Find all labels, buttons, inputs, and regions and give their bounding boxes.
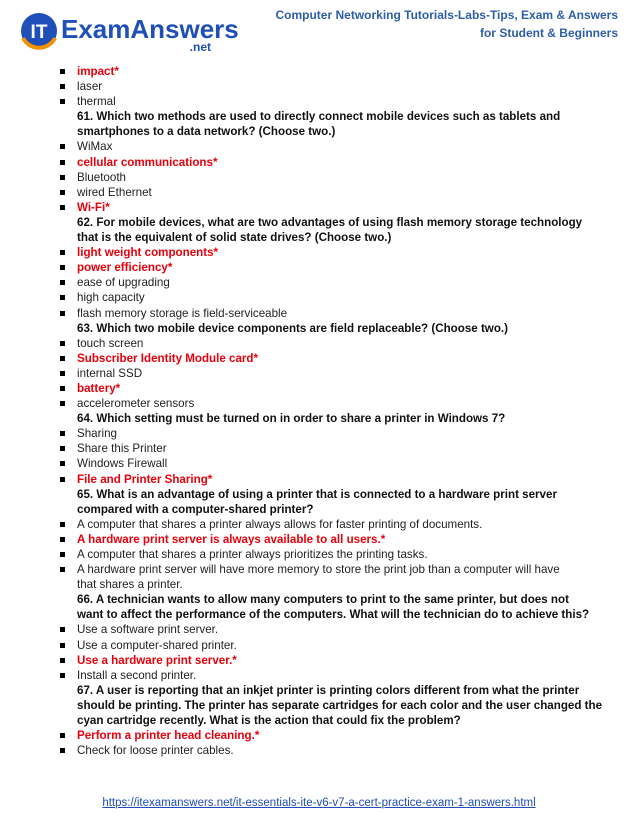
site-tagline	[275, 6, 618, 42]
line-text: Wi-Fi*	[77, 200, 110, 214]
line-text: Bluetooth	[77, 170, 126, 184]
line-text: 65. What is an advantage of using a printer that is connected to a hardware print server	[77, 487, 557, 501]
line-text: impact*	[77, 65, 119, 78]
answer-option	[56, 622, 616, 637]
line-text: Subscriber Identity Module card*	[77, 351, 259, 365]
question-text	[56, 698, 616, 713]
square-bullet-icon	[60, 431, 65, 436]
line-text: 62. For mobile devices, what are two advantages of using flash memory storage technology	[77, 215, 583, 229]
answer-option	[56, 743, 616, 758]
itexamanswers-logo[interactable]	[18, 8, 239, 54]
line-text: cellular communications*	[77, 155, 218, 169]
line-text: 66. A technician wants to allow many computers to print to the same printer, but does not	[77, 593, 569, 607]
correct-answer-option	[56, 245, 616, 260]
logo-suffix-text: .net	[189, 40, 211, 54]
square-bullet-icon	[60, 99, 65, 104]
question-text	[56, 683, 616, 698]
line-text: should be printing. The printer has separate cartridges for each color and the user changed the	[77, 698, 603, 712]
question-text	[56, 487, 616, 502]
square-bullet-icon	[60, 673, 65, 678]
answer-option	[56, 94, 616, 109]
line-text: Sharing	[77, 427, 117, 441]
answer-option	[56, 577, 616, 592]
line-text: Use a computer-shared printer.	[77, 638, 237, 652]
square-bullet-icon	[60, 175, 65, 180]
square-bullet-icon	[60, 401, 65, 406]
square-bullet-icon	[60, 733, 65, 738]
answer-option	[56, 366, 616, 381]
line-text: Perform a printer head cleaning.*	[77, 729, 260, 743]
question-text	[56, 713, 616, 728]
square-bullet-icon	[60, 311, 65, 316]
answer-option	[56, 290, 616, 305]
answer-option	[56, 638, 616, 653]
correct-answer-option	[56, 260, 616, 275]
question-text	[56, 215, 616, 230]
correct-answer-option	[56, 472, 616, 487]
question-text	[56, 321, 616, 336]
line-text: 67. A user is reporting that an inkjet printer is printing colors different from what the printer	[77, 683, 580, 697]
line-text: Windows Firewall	[77, 457, 168, 471]
correct-answer-option	[56, 155, 616, 170]
square-bullet-icon	[60, 190, 65, 195]
question-list	[56, 64, 616, 758]
square-bullet-icon	[60, 537, 65, 542]
answer-option	[56, 668, 616, 683]
page-header	[0, 0, 638, 66]
square-bullet-icon	[60, 84, 65, 89]
correct-answer-option	[56, 381, 616, 396]
line-text: power efficiency*	[77, 261, 173, 275]
correct-answer-option	[56, 351, 616, 366]
question-text	[56, 502, 616, 517]
correct-answer-option	[56, 532, 616, 547]
square-bullet-icon	[60, 250, 65, 255]
square-bullet-icon	[60, 658, 65, 663]
line-text: battery*	[77, 381, 121, 395]
answer-option	[56, 336, 616, 351]
square-bullet-icon	[60, 748, 65, 753]
question-text	[56, 411, 616, 426]
line-text: cyan cartridge recently. What is the action that could fix the problem?	[77, 714, 461, 728]
answer-option	[56, 426, 616, 441]
square-bullet-icon	[60, 371, 65, 376]
line-text: 64. Which setting must be turned on in order to share a printer in Windows 7?	[77, 412, 506, 426]
answer-option	[56, 562, 616, 577]
answer-option	[56, 79, 616, 94]
question-text	[56, 109, 616, 124]
question-text	[56, 230, 616, 245]
square-bullet-icon	[60, 567, 65, 572]
line-text: light weight components*	[77, 246, 219, 260]
logo-prefix-text: IT	[30, 22, 48, 43]
line-text: 61. Which two methods are used to directly connect mobile devices such as tablets and	[77, 110, 561, 124]
line-text: WiMax	[77, 140, 113, 154]
line-text: A computer that shares a printer always allows for faster printing of documents.	[77, 517, 483, 531]
line-text: high capacity	[77, 291, 145, 305]
square-bullet-icon	[60, 627, 65, 632]
square-bullet-icon	[60, 522, 65, 527]
answer-option	[56, 547, 616, 562]
answer-option	[56, 441, 616, 456]
source-url-link[interactable]: https://itexamanswers.net/it-essentials-ite-v6-v7-a-cert-practice-exam-1-answers.html	[102, 797, 536, 809]
line-text: Check for loose printer cables.	[77, 744, 234, 758]
square-bullet-icon	[60, 160, 65, 165]
question-text	[56, 607, 616, 622]
line-text: A hardware print server will have more memory to store the print job than a computer will have	[77, 563, 560, 577]
square-bullet-icon	[60, 461, 65, 466]
line-text: want to affect the performance of the computers. What will the technician do to achieve this?	[77, 608, 590, 622]
answer-option	[56, 170, 616, 185]
line-text: A hardware print server is always available to all users.*	[77, 532, 386, 546]
question-text	[56, 592, 616, 607]
answer-option	[56, 396, 616, 411]
line-text: touch screen	[77, 336, 144, 350]
square-bullet-icon	[60, 446, 65, 451]
line-text: that is the equivalent of solid state drives? (Choose two.)	[77, 231, 392, 245]
line-text: smartphones to a data network? (Choose two.)	[77, 125, 336, 139]
line-text: ease of upgrading	[77, 276, 170, 290]
logo-main-text: ExamAnswers	[61, 14, 239, 44]
square-bullet-icon	[60, 356, 65, 361]
correct-answer-option	[56, 728, 616, 743]
line-text: Install a second printer.	[77, 668, 197, 682]
square-bullet-icon	[60, 386, 65, 391]
square-bullet-icon	[60, 477, 65, 482]
line-text: Use a software print server.	[77, 623, 219, 637]
line-text: thermal	[77, 95, 116, 109]
question-text	[56, 124, 616, 139]
line-text: internal SSD	[77, 366, 143, 380]
line-text: that shares a printer.	[77, 578, 183, 592]
answer-option	[56, 456, 616, 471]
square-bullet-icon	[60, 552, 65, 557]
answer-option	[56, 306, 616, 321]
correct-answer-option	[56, 64, 616, 79]
line-text: File and Printer Sharing*	[77, 472, 213, 486]
tagline-line-1: Computer Networking Tutorials-Labs-Tips, Exam & Answers	[275, 8, 618, 22]
answer-option	[56, 275, 616, 290]
answer-option	[56, 517, 616, 532]
answer-option	[56, 185, 616, 200]
tagline-line-2: for Student & Beginners	[479, 26, 618, 40]
correct-answer-option	[56, 200, 616, 215]
line-text: Share this Printer	[77, 442, 167, 456]
square-bullet-icon	[60, 69, 65, 74]
square-bullet-icon	[60, 265, 65, 270]
line-text: laser	[77, 80, 103, 94]
correct-answer-option	[56, 653, 616, 668]
square-bullet-icon	[60, 205, 65, 210]
square-bullet-icon	[60, 341, 65, 346]
square-bullet-icon	[60, 295, 65, 300]
square-bullet-icon	[60, 144, 65, 149]
answer-option	[56, 139, 616, 154]
line-text: Use a hardware print server.*	[77, 653, 237, 667]
square-bullet-icon	[60, 643, 65, 648]
square-bullet-icon	[60, 280, 65, 285]
line-text: 63. Which two mobile device components are field replaceable? (Choose two.)	[77, 321, 508, 335]
line-text: flash memory storage is field-serviceable	[77, 306, 288, 320]
line-text: accelerometer sensors	[77, 397, 195, 411]
line-text: wired Ethernet	[77, 185, 152, 199]
line-text: A computer that shares a printer always prioritizes the printing tasks.	[77, 548, 428, 561]
line-text: compared with a computer-shared printer?	[77, 502, 314, 516]
